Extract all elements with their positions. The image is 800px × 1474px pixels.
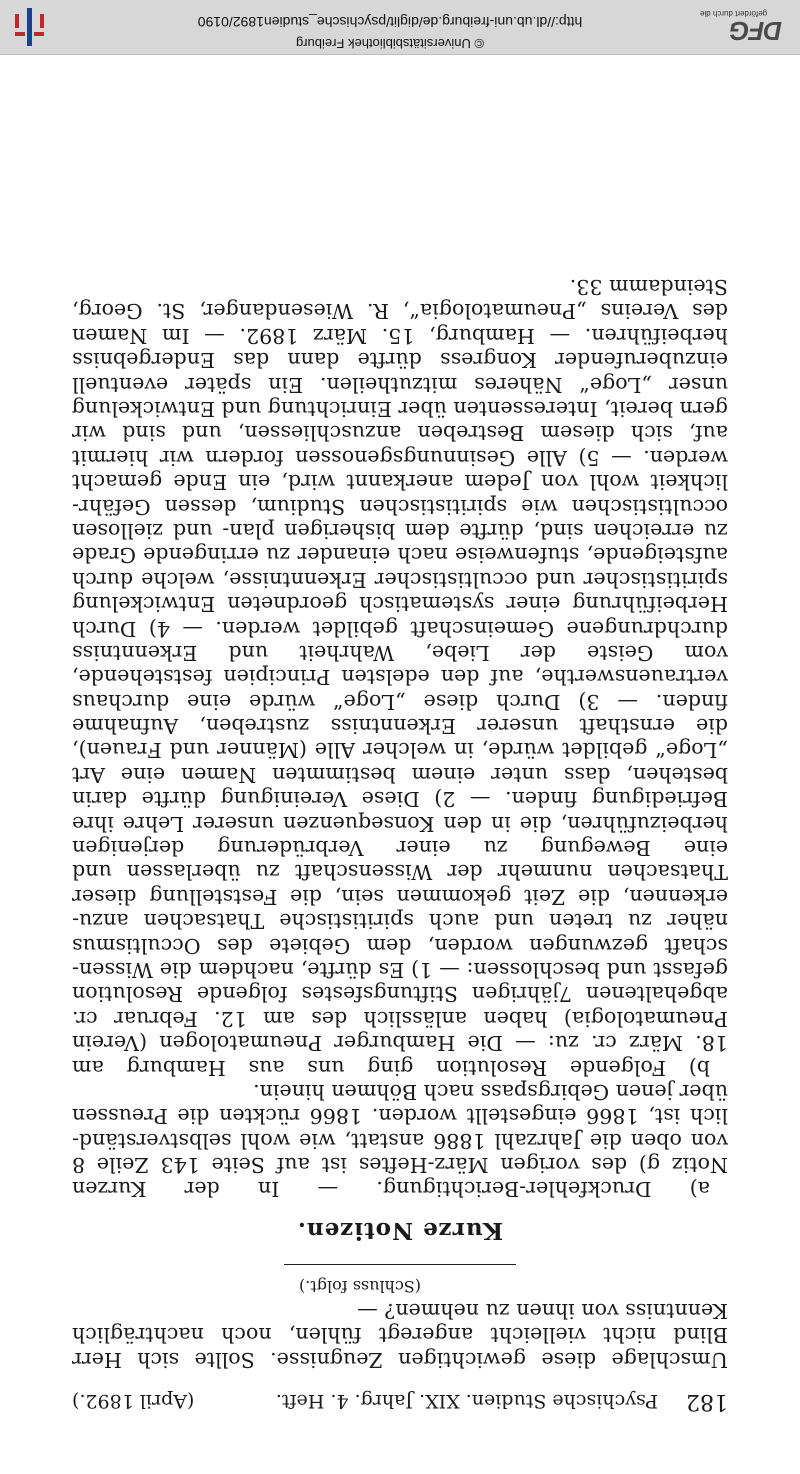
text-line: die ernsthaft unserer Erkenntniss zustreben, Aufnahme [72, 714, 728, 739]
text-line: auf, sich diesem Bestreben anzuschliessen, und sind wir [72, 421, 728, 446]
text-line: Herbeiführung einer systematisch geordneten Entwickelung [72, 592, 728, 617]
text-line: lichkeit wohl von Jedem anerkannt wird, ein Ende gemacht [72, 470, 728, 495]
short-notes [72, 275, 728, 1202]
copyright-notice: © Universitätsbibliothek Freiburg [295, 36, 485, 51]
issue-date: (April 1892.) [72, 1390, 195, 1412]
text-line: durchdrungene Gemeinschaft gebildet werden. — 4) Durch [72, 616, 728, 641]
text-line: finden. — 3) Durch diese „Loge“ würde eine durchaus [72, 689, 728, 714]
section-divider [284, 1265, 516, 1266]
text-line: herbeiführen. — Hamburg, 15. März 1892. — Im Namen [72, 323, 728, 348]
dfg-logo [700, 4, 792, 50]
text-line: erkennen, die Zeit gekommen sein, die Feststellung dieser [72, 884, 728, 909]
text-line: vom Geiste der Liebe, Wahrheit und Erkenntniss [72, 640, 728, 665]
text-line: Befriedigung finden. — 2) Diese Vereinigung dürfte darin [72, 787, 728, 812]
text-line: schaft gezwungen worden, dem Gebiete des Occultismus [72, 933, 728, 958]
to-be-continued-note: (Schluss folgt.) [298, 1277, 422, 1297]
digitization-footer-bar [0, 0, 800, 55]
text-line: Umschlage diese gewichtigen Zeugnisse. Sollte sich Herr [72, 1348, 728, 1372]
text-line: Thatsachen nunmehr der Wissenschaft zu überlassen und [72, 860, 728, 885]
text-line: Blind nicht vielleicht angeregt fühlen, noch nachträglich [72, 1323, 728, 1348]
text-line: „Loge“ gebildet würde, in welcher Alle (Männer und Frauen), [72, 738, 728, 763]
text-line: Pneumatologia) haben anlässlich des am 12. Februar cr. [72, 1006, 728, 1031]
page-header [72, 1380, 728, 1414]
book-page [72, 275, 728, 1414]
text-line: aufsteigende, stufenweise nach einander zu erringende Grade [72, 543, 728, 568]
text-line: Steindamm 33. [569, 275, 728, 300]
source-url-link[interactable]: http://dl.ub.uni-freiburg.de/diglit/psychische_studien1892/0190 [197, 14, 583, 30]
text-line: gern bereit, Interessenten über Einrichtung und Entwickelung [72, 397, 728, 421]
text-line: werden. — 5) Alle Gesinnungsgenossen fordern wir hiermit [72, 445, 728, 470]
text-line: herbeizuführen, die in den Konsequenzen unserer Lehre ihre [72, 811, 728, 836]
text-line: occultistischen wie spiritistischen Studium, dessen Gefähr- [72, 494, 728, 519]
text-line: des Vereins „Pneumatologia“, R. Wiesendanger, St. Georg, [72, 299, 728, 324]
text-line: näher zu treten und auch spiritistische Thatsachen anzu- [72, 909, 728, 934]
dfg-subtitle: gefördert durch die [700, 9, 768, 18]
page-number: 182 [686, 1389, 728, 1414]
text-line: über jenen Gebirgspass nach Böhmen hinein. [253, 1079, 728, 1104]
text-line: spiritistischer und occultistischer Erkenntnisse, welche durch [72, 567, 728, 592]
text-line: einzuberufender Kongress dürfte dann das Endergebniss [72, 348, 728, 373]
text-line: eine Bewegung zu einer Verbrüderung derjenigen [72, 836, 728, 861]
text-line: 18. März cr. zu: — Die Hamburger Pneumatologen (Verein [72, 1031, 728, 1056]
running-title: Psychische Studien. XIX. Jahrg. 4. Heft. [275, 1390, 658, 1412]
text-line: bestehen, dass unter einem bestimmten Namen eine Art [72, 762, 728, 787]
dfg-logo-text: DFG [730, 16, 782, 46]
continued-paragraph [72, 1299, 728, 1373]
text-line: gefasst und beschlossen: — 1) Es dürfte, nachdem die Wissen- [72, 957, 728, 982]
section-title: Kurze Notizen. [296, 1217, 504, 1245]
text-line: vertrauenswerthe, auf den edelsten Principien feststehende, [72, 665, 728, 690]
text-line: abgehaltenen 7jährigen Stiftungsfestes folgende Resolution [72, 982, 728, 1007]
university-logo-icon [12, 8, 48, 46]
text-line: Kenntniss von ihnen zu nehmen? — [357, 1299, 728, 1323]
text-line: unser „Loge“ Näheres mitzutheilen. Ein später eventuell [72, 372, 728, 397]
text-line: a) Druckfehler-Berichtigung. — In der Kurzen [72, 1177, 710, 1202]
text-line: zu erreichen sind, dürfte dem bisherigen plan- und ziellosen [72, 518, 728, 543]
text-line: lich ist, 1866 eingestellt worden. 1866 rückten die Preussen [72, 1104, 728, 1129]
text-line: Notiz g) des vorigen März-Heftes ist auf Seite 143 Zeile 8 [72, 1153, 728, 1178]
text-line: b) Folgende Resolution ging uns aus Hamburg am [72, 1055, 710, 1080]
text-line: von oben die Jahrzahl 1886 anstatt, wie wohl selbstverständ- [72, 1128, 728, 1153]
